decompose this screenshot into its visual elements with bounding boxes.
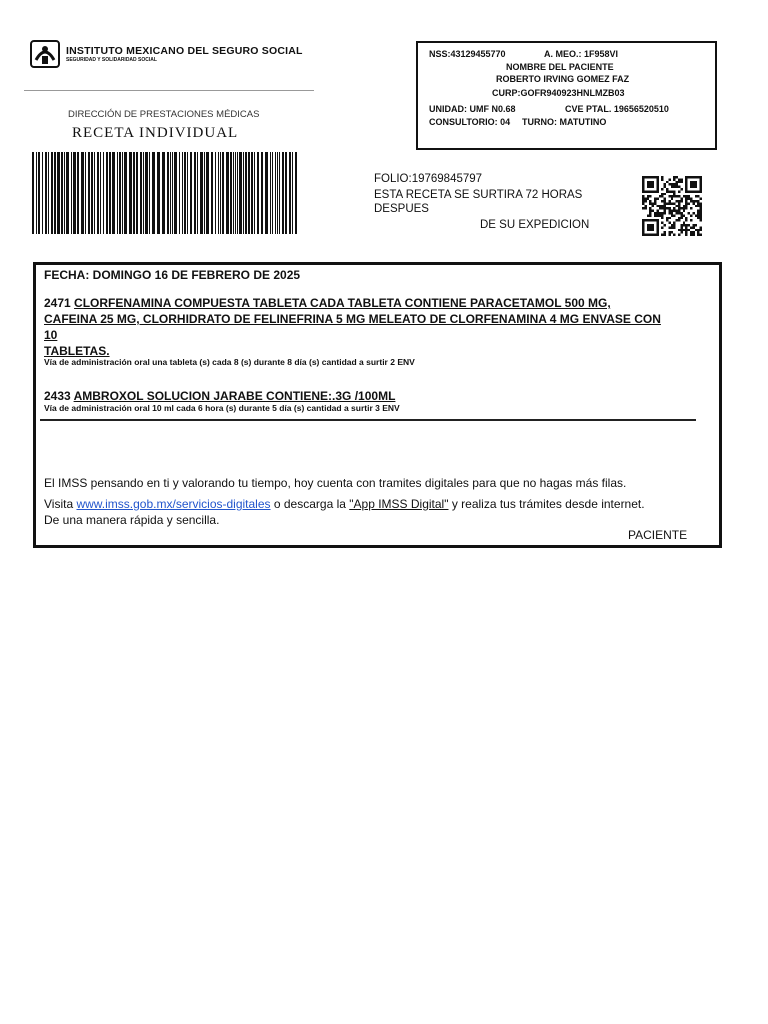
institution-name: INSTITUTO MEXICANO DEL SEGURO SOCIAL: [66, 45, 303, 57]
document-title: RECETA INDIVIDUAL: [72, 125, 239, 141]
medication-1-name-line3: 10: [44, 328, 58, 342]
medication-1-name-line1: CLORFENAMINA COMPUESTA TABLETA CADA TABLETA CONTIENE PARACETAMOL 500 MG,: [74, 296, 611, 310]
medication-2-title: [44, 388, 694, 404]
patient-name-label: NOMBRE DEL PACIENTE: [506, 62, 614, 72]
prescription-date: FECHA: DOMINGO 16 DE FEBRERO DE 2025: [44, 268, 301, 282]
folio-note-line3: DE SU EXPEDICION: [480, 219, 590, 231]
medication-1-title: [44, 295, 694, 359]
medication-1-name-line2: CAFEINA 25 MG, CLORHIDRATO DE FELINEFRINA 5 MG MELEATO DE CLORFENAMINA 4 MG ENVASE CON: [44, 312, 661, 326]
medication-1-detail: Vía de administración oral una tableta (s) cada 8 (s) durante 8 día (s) cantidad a surtir 2 ENV: [44, 357, 415, 367]
info-line2-start: Visita: [44, 497, 77, 511]
consultorio: CONSULTORIO: 04: [429, 117, 511, 127]
digital-services-link[interactable]: www.imss.gob.mx/servicios-digitales: [76, 497, 271, 511]
imss-logo-icon: [30, 40, 60, 68]
prescription-divider: [40, 419, 696, 421]
patient-name: ROBERTO IRVING GOMEZ FAZ: [496, 74, 630, 84]
medication-1-name-line4: TABLETAS.: [44, 344, 110, 358]
medication-2-code: 2433: [44, 389, 71, 403]
department-label: DIRECCIÓN DE PRESTACIONES MÉDICAS: [68, 109, 260, 120]
folio-note-line1: ESTA RECETA SE SURTIRA 72 HORAS: [374, 189, 583, 201]
turno: TURNO: MATUTINO: [522, 117, 607, 127]
medication-1-code: 2471: [44, 296, 71, 310]
nss: NSS:43129455770: [429, 49, 506, 59]
header-divider: [24, 90, 314, 91]
cve-ptal: CVE PTAL. 19656520510: [565, 104, 669, 114]
barcode: [32, 152, 298, 234]
patient-info-box: [416, 41, 717, 150]
qr-code: [642, 176, 702, 236]
curp: CURP:GOFR940923HNLMZB03: [492, 88, 625, 98]
folio-number: FOLIO:19769845797: [374, 173, 483, 185]
info-line2-end: y realiza tus trámites desde internet.: [448, 497, 645, 511]
medical-office-code: A. MEO.: 1F958VI: [544, 49, 619, 59]
medication-2-detail: Vía de administración oral 10 ml cada 6 hora (s) durante 5 día (s) cantidad a surtir 3 ENV: [44, 403, 400, 413]
institution-subtitle: SEGURIDAD Y SOLIDARIDAD SOCIAL: [66, 57, 157, 63]
copy-label: PACIENTE: [628, 528, 688, 542]
info-line2-middle: o descarga la: [270, 497, 350, 511]
folio-note-line2: DESPUES: [374, 203, 429, 215]
info-line3: De una manera rápida y sencilla.: [44, 513, 220, 527]
medication-2-name-line1: AMBROXOL SOLUCION JARABE CONTIENE:.3G /100ML: [73, 389, 396, 403]
info-line1: El IMSS pensando en ti y valorando tu tiempo, hoy cuenta con tramites digitales para que no hagas más filas.: [44, 476, 627, 490]
unidad: UNIDAD: UMF N0.68: [429, 104, 516, 114]
app-name: "App IMSS Digital": [349, 497, 449, 511]
info-line2: [44, 497, 645, 511]
